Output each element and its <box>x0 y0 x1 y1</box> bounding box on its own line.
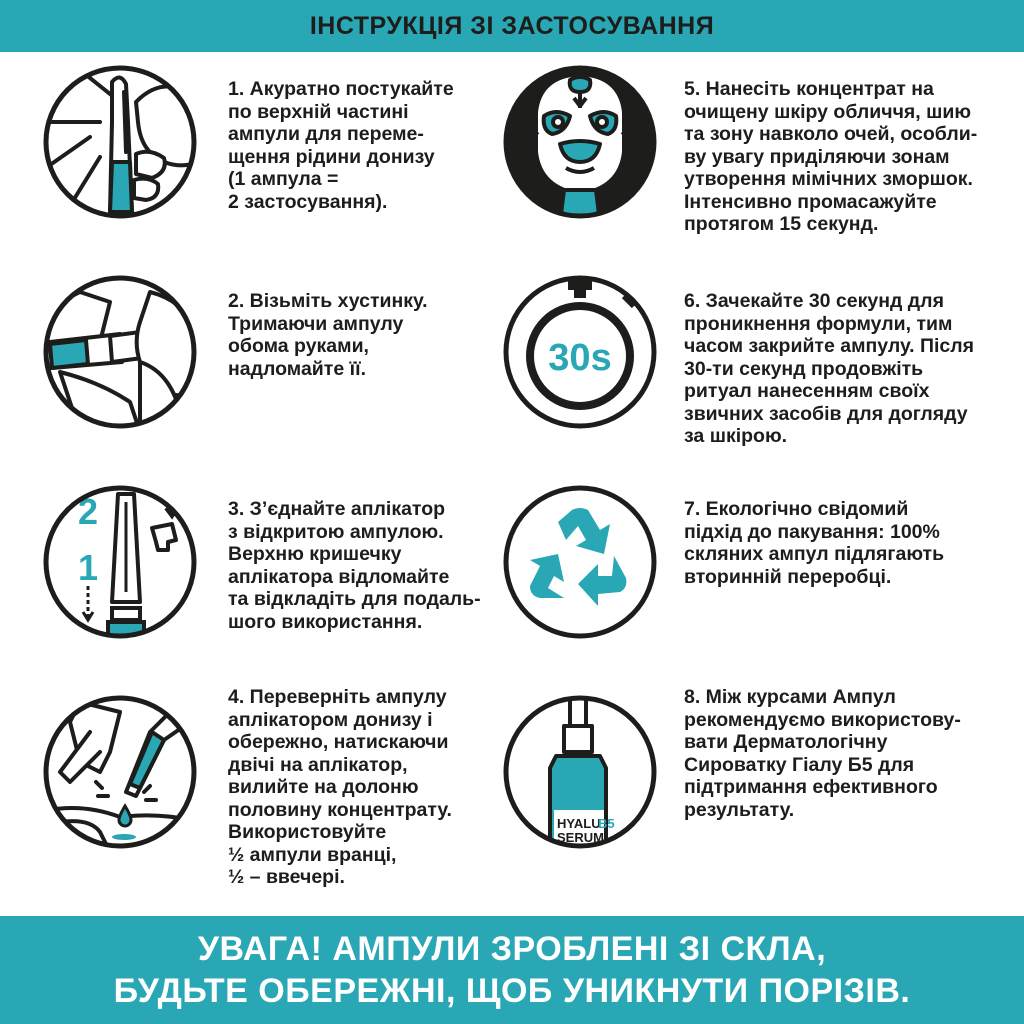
step-1-text: 1. Акуратно постукайте по верхній частині ампули для переме- щення рідини донизу (1 ампула = 2 застосування). <box>228 78 454 213</box>
applicator-attach-icon <box>40 482 200 642</box>
page-title: ІНСТРУКЦІЯ ЗІ ЗАСТОСУВАННЯ <box>309 11 715 40</box>
warning-banner <box>0 916 1024 1024</box>
stopwatch-icon <box>500 272 660 432</box>
step-6-text: 6. Зачекайте 30 секунд для проникнення формули, тим часом закрийте ампулу. Після 30-ти секунд продовжіть ритуал нанесенням своїх звичних засобів для догляду за шкірою. <box>684 290 975 447</box>
step-7-text: 7. Екологічно свідомий підхід до пакування: 100% скляних ампул підлягають вторинній переробці. <box>684 498 945 588</box>
ampoule-break-icon <box>40 272 200 432</box>
warning-line-1: УВАГА! АМПУЛИ ЗРОБЛЕНІ ЗІ СКЛА, <box>197 930 827 968</box>
ampoule-tap-icon <box>40 62 200 222</box>
dispense-drop-icon <box>40 692 200 852</box>
step-8-text: 8. Між курсами Ампул рекомендуємо використову- вати Дерматологічну Сироватку Гіалу Б5 для підтримання ефективного результату. <box>684 686 961 821</box>
bottle-label-hyalu: HYALU <box>557 816 601 831</box>
serum-bottle-icon <box>500 692 660 852</box>
step-label-one: 1 <box>77 547 99 588</box>
step-3-text: 3. З’єднайте аплікатор з відкритою ампулою. Верхню кришечку аплікатора відломайте та відкладіть для подаль- шого використання. <box>228 498 481 633</box>
step-label-two: 2 <box>77 491 99 532</box>
bottle-label-serum: SERUM <box>557 830 604 845</box>
recycle-icon <box>500 482 660 642</box>
step-2-text: 2. Візьміть хустинку. Тримаючи ампулу обома руками, надломайте її. <box>228 290 428 380</box>
step-4-text: 4. Переверніть ампулу аплікатором донизу і обережно, натискаючи двічі на аплікатор, вилийте на долоню половину концентрату. Використовуйте ½ ампули вранці, ½ – ввечері. <box>228 686 452 888</box>
bottle-label-b5: B5 <box>598 816 615 831</box>
step-5-text: 5. Нанесіть концентрат на очищену шкіру обличчя, шию та зону навколо очей, особли- ву увагу приділяючи зонам утворення мімічних зморшок. Інтенсивно промасажуйте протягом 15 секунд. <box>684 78 978 235</box>
warning-line-2: БУДЬТЕ ОБЕРЕЖНІ, ЩОБ УНИКНУТИ ПОРІЗІВ. <box>113 972 911 1010</box>
face-massage-icon <box>500 62 660 222</box>
header-bar <box>0 0 1024 52</box>
timer-label: 30s <box>548 337 612 379</box>
